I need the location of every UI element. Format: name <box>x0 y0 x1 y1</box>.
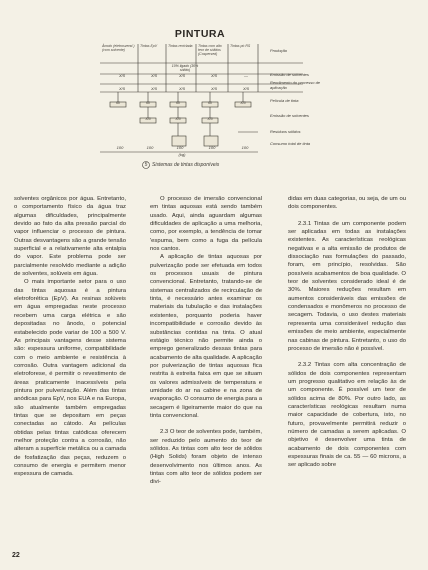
bottom-value-1: 100 <box>116 145 124 150</box>
waste-box-2: X/5 <box>175 117 181 121</box>
col-header-anodo: Ânodo (eletrosvend.) (com solvente) <box>102 44 135 52</box>
col1-paragraph-2: O mais importante setor para o uso das tintas aquosas é a pintura eletroforética (EpV). As resinas solúveis em água empregadas neste processo recebem uma carga elétrica e são depositadas no ânodo, o potencial estabelecido pode variar de 100 a 500 V. As principais vantagens desse sistema são: espessura uniforme, compatibilidade com o meio ambiente e resistência à corrosão. Outra vantagem adicional da eletroforese, é permitir o revestimento de áreas praticamente inacessíveis pela pintura por pulverização. Além das tintas anódicas para EpV, nos EUA e na Europa, são atualmente também empregadas tintas que se depositam em peças conectadas ao cátodo. As películas obtidas pelas tintas catódicas oferecem melhor proteção contra a corrosão, não alteram a superfície metálica ou a camada de fosfatização das peças, reduzem o consumo de energia e permitem menor espessura de camada. <box>14 279 126 478</box>
text-column-1 <box>14 195 126 479</box>
cell-row2-c3: X/5 <box>178 73 185 78</box>
col3-section-2-3-2: 2.3.2 Tintas com alta concentração de sólidos de dois componentes representam um progresso qualitativo em relação às de um componente. É possível um teor de sólidos acima de 80%. Por outro lado, as características reológicas resultam numa maior capacidade de cobertura, isto, no futuro, provavelmente permitirá reduzir o número de camadas a serem aplicadas. O objetivo é desenvolver uma tinta de acabamento de dois componentes com espessuras finais de ca. 55 — 60 microns, a ser aplicado sobre <box>288 362 406 469</box>
col-header-high-solids: Tintas com alto teor de sólidos (Cospersed) <box>198 44 222 56</box>
film-box-1: 60 <box>116 101 120 105</box>
text-column-2 <box>150 195 262 487</box>
film-box-2: 60 <box>146 101 150 105</box>
bottom-value-2: 100 <box>146 145 154 150</box>
bottom-value-3: 100 <box>176 145 184 150</box>
cell-row3-c5: X/5 <box>242 86 249 91</box>
waste-box-3: X/5 <box>207 117 213 121</box>
col-header-epv: Tintas EpV <box>140 44 158 48</box>
cell-row3-c3: X/5 <box>178 86 185 91</box>
col2-paragraph-2: A aplicação de tintas aquosas por pulverização pode ser efetuada em todos os processos usuais de pintura convencional. Entretanto, tratando-se de sistemas centralizados de recirculação de tinta, é necessário antes examinar os materiais da tubulação e das instalações existentes, porquanto poderia haver incompatibilidade e corrosão devido às substâncias contidas na tinta. O atual estágio técnico não permite ainda o emprego generalizado dessas tintas para acabamento de alta qualidade. A aplicação por pulverização de tintas aquosas fica restrita à estreita faixa em que se situam os valores admissíveis de temperatura e umidade do ar na cabine e na zona de evaporação. O consumo de energia para a secagem é ligeiramente maior do que na tinta convencional. <box>150 254 263 419</box>
paint-systems-diagram <box>88 40 348 175</box>
cell-row2-c5: — <box>244 73 248 78</box>
bottom-value-5: 100 <box>241 145 249 150</box>
film-box-5: X/5 <box>240 101 246 105</box>
figure-caption: Sistemas de tintas disponíveis <box>152 162 220 168</box>
page-number: 22 <box>12 552 20 559</box>
col2-paragraph-1: O processo de imersão convencional em tintas aquosas está sendo também usado. Aqui, ainda aguardam algumas dificuldades de aplicação a uma melhoria, como, por exemplo, a tendência de tomar 'espuma, bem como a fuga da película nos cantos. <box>150 196 262 253</box>
cell-row3-c4: X/5 <box>210 86 217 91</box>
col2-paragraph-3: 2.3 O teor de solventes pode, também, ser reduzido pelo aumento do teor de sólidos. As tintas com alto teor de sólidos (High Solids) foram objeto de intenso desenvolvimento nos últimos anos. As tintas com alto teor de sólidos podem ser divi- <box>150 429 262 486</box>
col-header-powder: Tintas pó RS <box>230 44 251 48</box>
row-label-yield: Rendimento do processo de aplicação <box>270 80 321 90</box>
col-header-recycled: Tintas reciclada <box>168 44 193 48</box>
bottom-unit: (kg) <box>178 152 186 157</box>
cell-row3-c1: X/5 <box>118 86 125 91</box>
row-label-film: Película de tinta <box>270 98 299 103</box>
caption-number: 5 <box>144 162 148 168</box>
col1-paragraph-1: solventes orgânicos por água. Entretanto, o comportamento físico da água traz algumas dificuldades, principalmente devido ao fato da alta pressão parcial do vapor influenciar o processo de pintura. Outras desvantagens são a grande tensão superficial e a relativamente alta entalpia do vapor. Este problema pode ser parcialmente resolvido mediante a adição de solventes, solúveis em água. <box>14 196 126 278</box>
waste-box-1: X/5 <box>145 117 151 121</box>
cell-row2-c1: X/5 <box>118 73 125 78</box>
cell-row2-c2: X/5 <box>150 73 157 78</box>
film-box-3: 60 <box>176 101 180 105</box>
cell-row3-c2: X/5 <box>150 86 157 91</box>
row-label-total-consumption: Consumo total de tinta <box>270 141 311 146</box>
text-column-3 <box>288 195 406 470</box>
cell-row2-note: 10% ligado (30% sólido) <box>171 64 199 72</box>
row-label-solvent-emission: Emissão de solventes <box>270 72 309 77</box>
bottom-value-4: 100 <box>208 145 216 150</box>
row-label-solvent-emission-2: Emissão de solventes <box>270 113 309 118</box>
row-label-solid-waste: Resíduos sólidos <box>270 129 301 134</box>
col3-section-2-3-1: 2.3.1 Tintas de um componente podem ser aplicadas em todas as instalações existentes. As características reológicas negativas e a alta emissão de produtos de dissociação nas formulações do passado, foram, em princípio, resolvidas. São possíveis acabamentos de boa qualidade. O teor de solventes considerado ideal é de 30%. Maiores reduções resultam em aumentos consideráveis das emissões de condensados e monômeros no processo de secagem. Todavia, o uso destes materiais representa uma considerável redução das emissões de meio ambiente, especialmente nas cabinas de pintura. Entretanto, o uso do processo de imersão não é possível. <box>288 220 406 352</box>
col3-paragraph-1: didas em duas categorias, ou seja, de um ou dois componentes. <box>288 196 406 211</box>
cell-row2-c4: X/5 <box>210 73 217 78</box>
film-box-4: 60 <box>208 101 212 105</box>
row-label-production: Produção <box>270 48 288 53</box>
figure-title: PINTURA <box>174 28 226 40</box>
